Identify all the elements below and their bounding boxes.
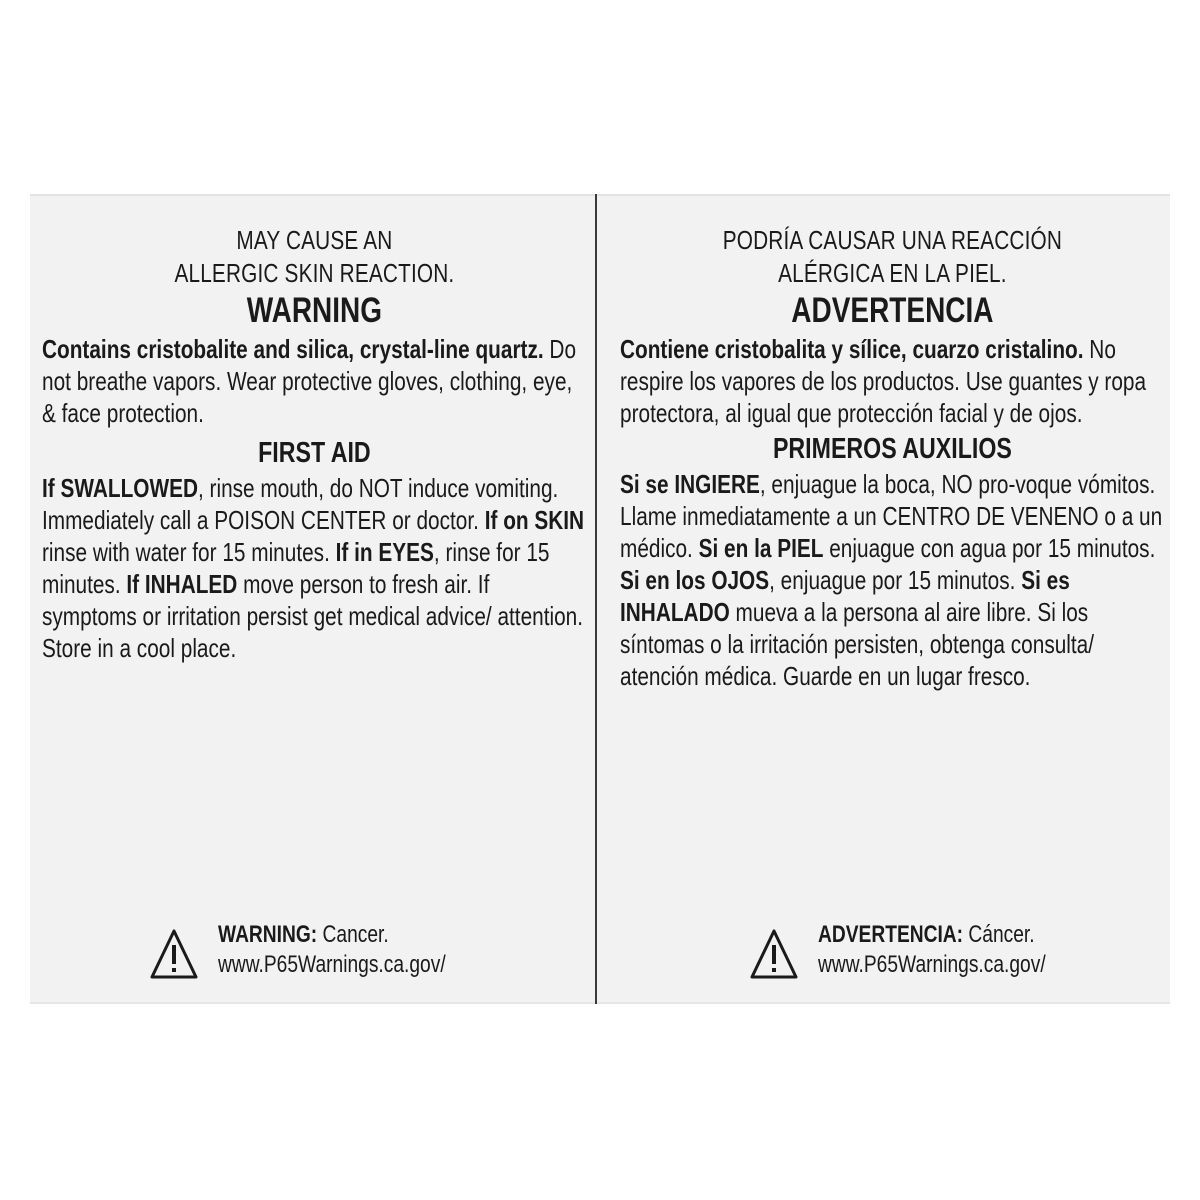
spanish-warning-body <box>620 333 1165 429</box>
english-warning-body <box>42 333 587 429</box>
english-swallowed-text: , rinse mouth, do NOT induce vomiting. Immediately call a POISON CENTER or doctor. <box>42 473 559 535</box>
spanish-eyes-bold: Si en los OJOS <box>620 565 770 595</box>
spanish-panel <box>620 194 1165 1004</box>
spanish-swallowed-bold: Si se INGIERE <box>620 469 760 499</box>
english-swallowed-bold: If SWALLOWED <box>42 473 198 503</box>
english-eyes-bold: If in EYES <box>335 537 434 567</box>
english-warning-bold: Contains cristobalite and silica, crystal-line quartz. <box>42 334 544 364</box>
english-first-aid-body <box>42 472 587 664</box>
english-prop65-warning <box>150 920 503 980</box>
spanish-prop65-warning <box>750 920 1103 980</box>
spanish-prop65-url: www.P65Warnings.ca.gov/ <box>818 951 1046 978</box>
english-eyes-text: , rinse for 15 minutes. <box>42 537 550 599</box>
spanish-allergy-line2: ALÉRGICA EN LA PIEL. <box>778 258 1007 288</box>
spanish-swallowed-text: , enjuague la boca, NO pro-voque vómitos. Llame inmediatamente a un CENTRO DE VENENO o a un médico. <box>620 469 1163 563</box>
english-allergy-notice <box>42 224 587 290</box>
english-first-aid-heading: FIRST AID <box>258 437 371 469</box>
english-warning-heading: WARNING <box>246 291 383 330</box>
english-inhaled-bold: If INHALED <box>126 569 238 599</box>
spanish-first-aid-body <box>620 468 1165 692</box>
english-allergy-line2: ALLERGIC SKIN REACTION. <box>174 258 455 288</box>
english-prop65-url: www.P65Warnings.ca.gov/ <box>218 951 446 978</box>
english-text-block <box>42 224 587 664</box>
english-prop65-text <box>218 920 446 980</box>
spanish-first-aid-heading: PRIMEROS AUXILIOS <box>772 433 1012 465</box>
english-skin-text: rinse with water for 15 minutes. <box>42 537 336 567</box>
english-panel <box>42 194 587 1004</box>
english-prop65-cancer: Cancer. <box>317 921 389 948</box>
warning-triangle-icon <box>150 928 198 980</box>
english-skin-bold: If on SKIN <box>484 505 585 535</box>
spanish-warning-bold: Contiene cristobalita y sílice, cuarzo cristalino. <box>620 334 1084 364</box>
spanish-skin-text: enjuague con agua por 15 minutos. <box>823 533 1156 563</box>
spanish-warning-heading: ADVERTENCIA <box>791 291 994 330</box>
english-warning-text: Do not breathe vapors. Wear protective gloves, clothing, eye, & face protection. <box>42 334 577 428</box>
spanish-text-block <box>620 224 1165 692</box>
spanish-eyes-text: , enjuague por 15 minutos. <box>769 565 1022 595</box>
spanish-prop65-text <box>818 920 1046 980</box>
warning-triangle-icon <box>750 928 798 980</box>
spanish-prop65-cancer: Cáncer. <box>963 921 1035 948</box>
spanish-warning-text: No respire los vapores de los productos. Use guantes y ropa protectora, al igual que protección facial y de ojos. <box>620 334 1147 428</box>
panel-divider <box>595 194 597 1004</box>
spanish-allergy-notice <box>620 224 1165 290</box>
spanish-prop65-label: ADVERTENCIA: <box>818 921 964 948</box>
english-inhaled-text: move person to fresh air. If symptoms or irritation persist get medical advice/ attention. Store in a cool place. <box>42 569 584 663</box>
spanish-skin-bold: Si en la PIEL <box>698 533 824 563</box>
warning-label-card <box>30 194 1170 1004</box>
english-allergy-line1: MAY CAUSE AN <box>236 225 393 255</box>
english-prop65-label: WARNING: <box>218 921 318 948</box>
spanish-inhaled-bold: Si es INHALADO <box>620 565 1070 627</box>
spanish-allergy-line1: PODRÍA CAUSAR UNA REACCIÓN <box>722 225 1063 255</box>
spanish-inhaled-text: mueva a la persona al aire libre. Si los síntomas o la irritación persisten, obtenga consulta/ atención médica. Guarde en un lugar fresco. <box>620 597 1095 691</box>
